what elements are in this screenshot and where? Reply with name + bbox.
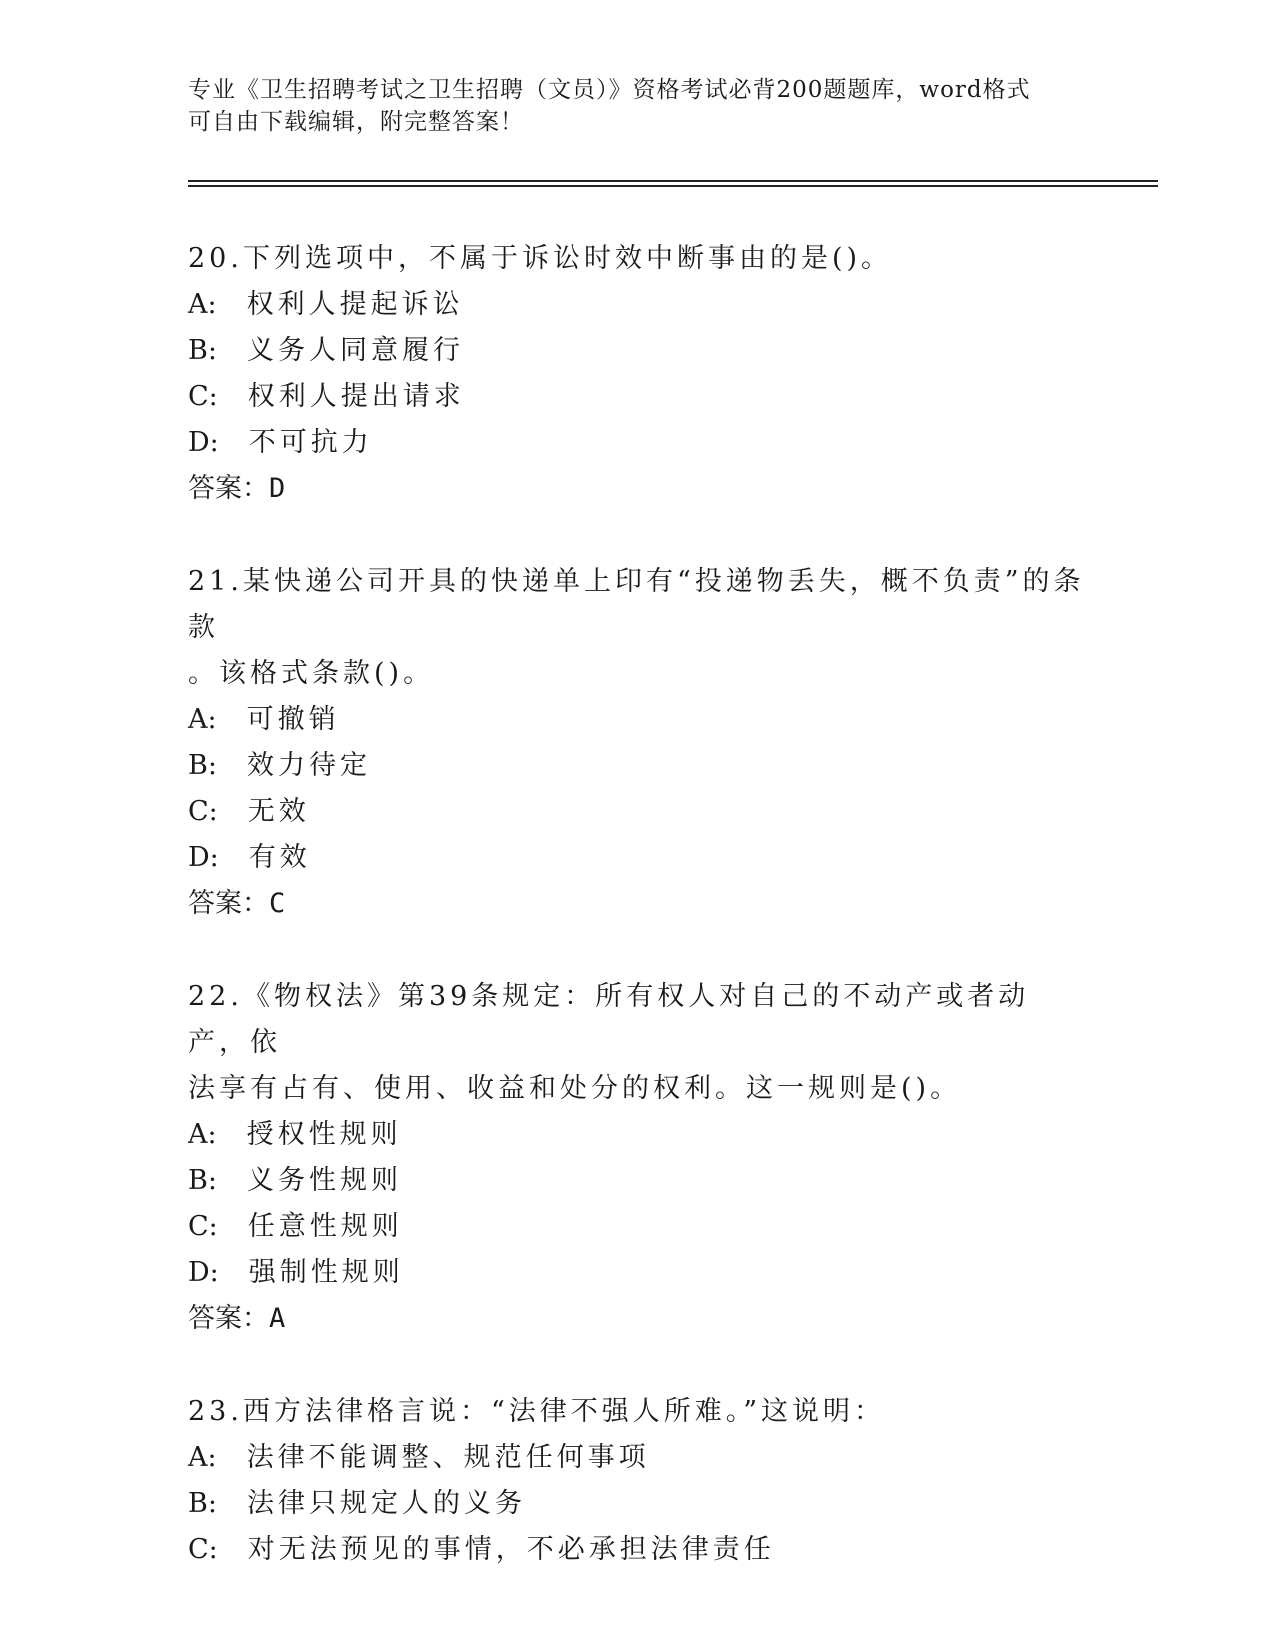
answer-value: C [269,888,286,919]
option-letter: A: [188,1119,217,1150]
option-text: 权利人提出请求 [247,381,465,412]
option-letter: C: [188,381,218,412]
option-d [188,835,1088,881]
answer-line [188,1296,1088,1342]
header-line-1: 专业《卫生招聘考试之卫生招聘（文员）》资格考试必背200题题库，word格式 [188,77,1031,103]
option-b [188,1481,1088,1527]
question-stem-line-2: 。该格式条款()。 [188,658,435,689]
option-text: 对无法预见的事情，不必承担法律责任 [247,1534,775,1565]
option-a [188,1435,1088,1481]
option-c [188,1204,1088,1250]
option-b [188,1158,1088,1204]
option-text: 无效 [247,796,310,827]
option-d [188,420,1088,466]
option-letter: B: [188,750,217,781]
answer-label: 答案： [188,473,269,504]
option-letter: C: [188,796,218,827]
option-b [188,328,1088,374]
answer-line [188,466,1088,512]
question-stem: 20.下列选项中，不属于诉讼时效中断事由的是()。 [188,243,893,274]
question-stem-line-2: 法享有占有、使用、收益和处分的权利。这一规则是()。 [188,1073,962,1104]
option-a [188,1112,1088,1158]
option-letter: B: [188,1488,217,1519]
option-letter: D: [188,1257,219,1288]
question-stem-line-1: 22.《物权法》第39条规定：所有权人对自己的不动产或者动产，依 [188,981,1030,1058]
option-letter: C: [188,1534,218,1565]
option-letter: B: [188,1165,217,1196]
option-c [188,1527,1088,1573]
option-letter: A: [188,704,217,735]
option-d [188,1250,1088,1296]
question-21 [188,559,1088,927]
option-text: 法律不能调整、规范任何事项 [246,1442,650,1473]
option-a [188,282,1088,328]
option-b [188,743,1088,789]
option-text: 效力待定 [246,750,371,781]
header-rule-bottom [188,185,1158,187]
option-letter: B: [188,335,217,366]
option-text: 义务性规则 [246,1165,402,1196]
option-letter: A: [188,289,217,320]
option-text: 义务人同意履行 [246,335,464,366]
question-23 [188,1389,1088,1573]
question-22 [188,974,1088,1342]
option-text: 法律只规定人的义务 [246,1488,526,1519]
question-20 [188,236,1088,512]
option-text: 不可抗力 [248,427,373,458]
option-c [188,374,1088,420]
option-text: 权利人提起诉讼 [246,289,464,320]
answer-label: 答案： [188,888,269,919]
option-letter: C: [188,1211,218,1242]
option-text: 强制性规则 [248,1257,404,1288]
answer-line [188,881,1088,927]
header-rule-top [188,180,1158,182]
header-line-2: 可自由下载编辑，附完整答案！ [188,109,524,135]
question-stem: 23.西方法律格言说：“法律不强人所难。”这说明： [188,1396,886,1427]
option-letter: D: [188,842,219,873]
question-list [188,236,1088,1620]
option-text: 有效 [248,842,311,873]
question-stem-line-1: 21.某快递公司开具的快递单上印有“投递物丢失，概不负责”的条款 [188,566,1085,643]
option-c [188,789,1088,835]
option-letter: A: [188,1442,217,1473]
option-text: 可撤销 [246,704,340,735]
document-header [188,74,1068,138]
answer-label: 答案： [188,1303,269,1334]
option-text: 授权性规则 [246,1119,402,1150]
option-a [188,697,1088,743]
option-text: 任意性规则 [247,1211,403,1242]
answer-value: A [269,1303,286,1334]
option-letter: D: [188,427,219,458]
answer-value: D [269,473,286,504]
